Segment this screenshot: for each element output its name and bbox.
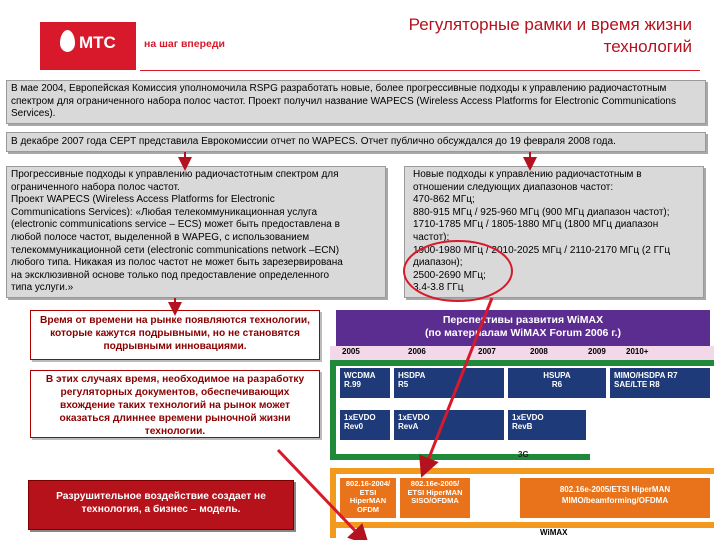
text-line: Прогрессивные подходы к управлению радиочастотным спектром для [11,169,339,180]
text-line: (electronic communications service – ECS) может быть предоставлена в [11,219,340,231]
cell-text: 1xEVDO [512,413,544,422]
roadmap-title-line-2: (по материалам WiMAX Forum 2006 г.) [424,327,622,339]
title-line-2: технологий [603,37,692,56]
cell-text: HSDPA [398,371,426,380]
year-label: 2009 [588,347,606,356]
cell-text: ETSI HiperMAN [349,487,387,505]
year-label: 2005 [342,347,360,356]
text-line: отношении следующих диапазонов частот: [413,181,614,193]
cell-text: HSUPA [543,371,571,380]
text-line: 2500-2690 МГц; [413,269,486,281]
text-line: 470-862 МГц; [413,194,475,206]
statement-regulation: В этих случаях время, необходимое на разработку регуляторных документов, обеспечивающих вхождение таких технологий на рынок может оказаться длиннее времени рыночной жизни технологии. [30,370,320,438]
arrow-to-wimax [425,298,492,468]
year-label: 2008 [530,347,548,356]
text-line: на эксклюзивной основе только под предоставление определенного [11,269,330,281]
highlight-ellipse [404,241,512,301]
text-line: 1900-1980 МГц / 2010-2025 МГц / 2110-2170 МГц (2 ГГц [413,244,671,256]
cell-text: 802.16e-2005/ [410,479,460,488]
logo-brand-text: МТС [79,33,116,52]
text-line: 1710-1785 МГц / 1805-1880 МГц (1800 МГц диапазон [413,219,659,231]
cell-text: SISO/OFDMA [411,496,459,505]
text-line: Communications Services): «Любая телекоммуникационная услуга [11,206,318,218]
year-label: 2007 [478,347,496,356]
text-line: телекоммуникационной сети (electronic communications network –ECN) [11,244,340,256]
cell-text: Rev0 [344,422,364,431]
cell-text: R.99 [344,380,361,389]
arrow-to-roadmap [278,450,362,538]
text-line: любой полосе частот, выделенной в WAPEG, с использованием [11,231,310,243]
text-line: Проект WAPECS (Wireless Access Platforms for Electronic [11,194,275,206]
label-wimax: WiMAX [540,528,568,537]
cell-text: ETSI HiperMAN [407,487,463,497]
statement-market: Время от времени на рынке появляются технологии, которые кажутся подрывными, но не становятся подрывными инновациями. [30,310,320,360]
cell-text: RevA [398,422,419,431]
label-3g: 3G [518,450,529,459]
year-label: 2006 [408,347,426,356]
title-line-1: Регуляторные рамки и время жизни [408,15,692,34]
text-line: 880-915 МГц / 925-960 МГц (900 МГц диапазон частот); [413,206,670,218]
text-line: ограниченного набора полос частот. [11,181,180,193]
cell-text: 802.16e-2005/ETSI HiperMAN [559,485,671,494]
text-line: Новые подходы к управлению радиочастотным в [413,169,642,180]
text-line: частот); [413,231,450,243]
text-line: типа услуги.» [11,282,74,294]
panel-may-2004: В мае 2004, Европейская Комиссия уполномочила RSPG разработать новые, более прогрессивные подходы к управлению радиочастотным спектром для ограниченного набора полос частот. Проект получил название WAPECS (Wireless Access Platforms for Electronic Communications Services). [6,80,706,124]
text-line: 3.4-3.8 ГГц [413,282,464,294]
cell-text: 1xEVDO [344,413,376,422]
cell-text: MIMO/beamforming/OFDMA [561,496,669,505]
slogan: на шаг впереди [144,38,225,50]
cell-text: SAE/LTE R8 [614,380,660,389]
roadmap-title-line-1: Перспективы развития WiMAX [442,314,604,326]
cell-text: 802.16-2004/ [345,479,391,488]
statement-disruptive: Разрушительное воздействие создает не технология, а бизнес – модель. [28,480,294,530]
year-label: 2010+ [626,347,649,356]
cell-text: R5 [398,380,409,389]
cell-text: 1xEVDO [398,413,430,422]
cell-text: R6 [551,380,563,389]
cell-text: WCDMA [344,371,376,380]
cell-text: OFDM [356,504,380,514]
text-line: диапазон); [413,257,463,269]
text-line: любого типа. Никакая из полос частот не может быть зарезервирована [11,257,343,269]
panel-dec-2007: В декабре 2007 года CEPT представила Еврокомиссии отчет по WAPECS. Отчет публично обсуждался до 19 февраля 2008 года. [6,132,706,152]
cell-text: MIMO/HSDPA R7 [614,371,678,380]
cell-text: RevB [512,422,533,431]
